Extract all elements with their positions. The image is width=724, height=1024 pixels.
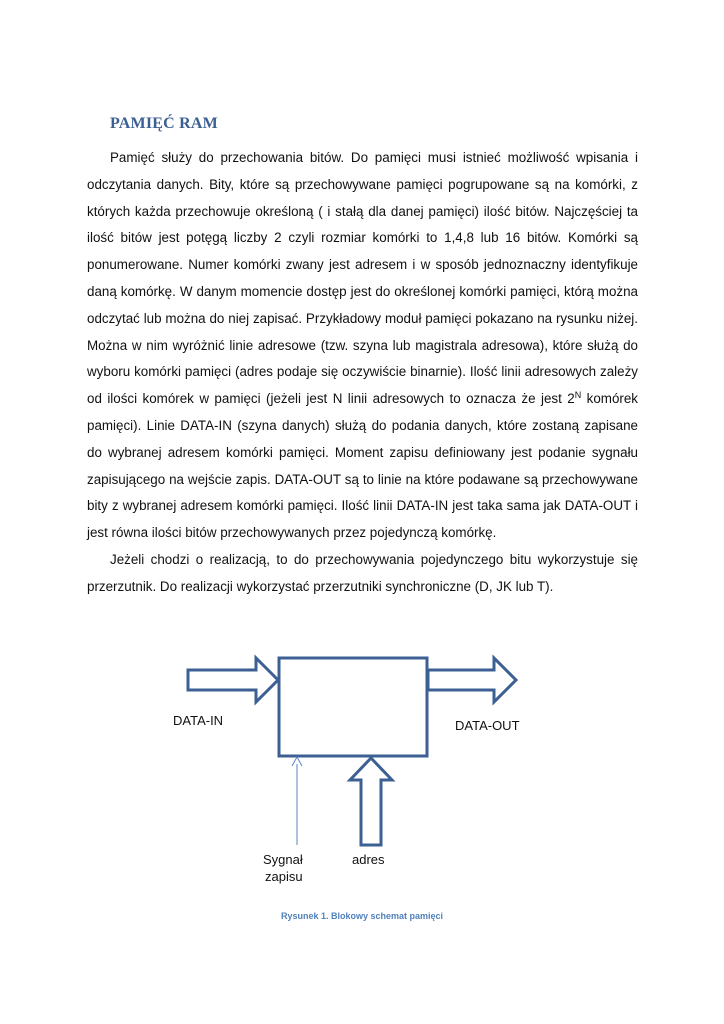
body-text bbox=[87, 145, 638, 601]
section-heading: PAMIĘĆ RAM bbox=[110, 115, 218, 132]
data-out-arrow bbox=[428, 658, 516, 702]
data-out-label: DATA-OUT bbox=[455, 718, 520, 733]
data-in-arrow bbox=[188, 658, 278, 702]
address-label: adres bbox=[352, 852, 385, 867]
paragraph-1-text-cont: komórek pamięci). Linie DATA-IN (szyna danych) służą do podania danych, które zostaną zapisane do wybranej adresem komórki pamięci. Moment zapisu definiowany jest podanie sygnału zapisującego na wejście zapis. DATA-OUT są to linie na które podawane są przechowywane bity z wybranej adresem komórki pamięci. Ilość linii DATA-IN jest taka sama jak DATA-OUT i jest równa ilości bitów przechowywanych przez pojedynczą komórkę. bbox=[87, 391, 638, 541]
signal-label-line1: Sygnał bbox=[263, 852, 303, 867]
superscript-n: N bbox=[574, 390, 582, 401]
memory-block-diagram bbox=[0, 640, 724, 900]
paragraph-1-text: Pamięć służy do przechowania bitów. Do pamięci musi istnieć możliwość wpisania i odczytania danych. Bity, które są przechowywane pamięci pogrupowane są na komórki, z których każda przechowuje określoną ( i stałą dla danej pamięci) ilość bitów. Najczęściej ta ilość bitów jest potęgą liczby 2 czyli rozmiar komórki to 1,4,8 lub 16 bitów. Komórki są ponumerowane. Numer komórki zwany jest adresem i w sposób jednoznaczny identyfikuje daną komórkę. W danym momencie dostęp jest do określonej komórki pamięci, którą można odczytać lub można do niej zapisać. Przykładowy moduł pamięci pokazano na rysunku niżej. Można w nim wyróżnić linie adresowe (tzw. szyna lub magistrala adresowa), które służą do wyboru komórki pamięci (adres podaje się oczywiście binarnie). Ilość linii adresowych zależy od ilości komórek w pamięci (jeżeli jest N linii adresowych to oznacza że jest 2 bbox=[87, 150, 638, 407]
paragraph-2: Jeżeli chodzi o realizacją, to do przechowywania pojedynczego bitu wykorzystuje się przerzutnik. Do realizacji wykorzystać przerzutniki synchroniczne (D, JK lub T). bbox=[87, 551, 638, 594]
data-in-label: DATA-IN bbox=[173, 713, 224, 728]
signal-label-line2: zapisu bbox=[265, 869, 303, 884]
paragraph-1 bbox=[87, 145, 638, 547]
figure-caption: Rysunek 1. Blokowy schemat pamięci bbox=[280, 911, 444, 921]
memory-block bbox=[279, 658, 427, 756]
diagram-svg bbox=[0, 640, 724, 900]
address-arrow bbox=[350, 758, 392, 845]
